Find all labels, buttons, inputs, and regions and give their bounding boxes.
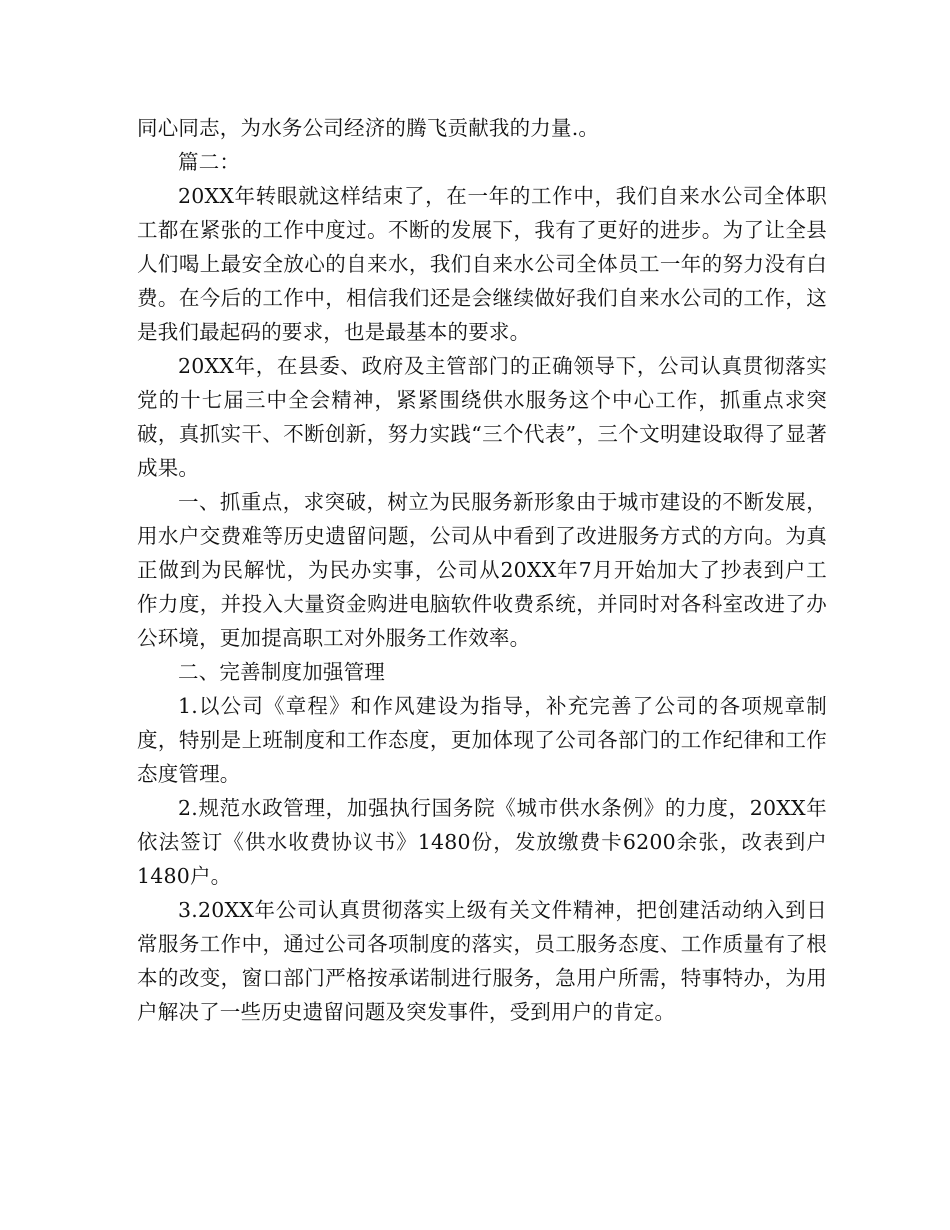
section-heading-two: 二、完善制度加强管理 (178, 660, 385, 684)
paragraph-section-one: 一、抓重点，求突破，树立为民服务新形象由于城市建设的不断发展，用水户交费难等历史遗留问题，公司从中看到了改进服务方式的方向。为真正做到为民解忧，为民办实事，公司从20XX年7月开始加大了抄表到户工作力度，并投入大量资金购进电脑软件收费系统，并同时对各科室改进了办公环境，更加提高职工对外服务工作效率。 (137, 490, 827, 650)
list-item-3: 3.20XX年公司认真贯彻落实上级有关文件精神，把创建活动纳入到日常服务工作中，通过公司各项制度的落实，员工服务态度、工作质量有了根本的改变，窗口部门严格按承诺制进行服务，急用户所需，特事特办，为用户解决了一些历史遗留问题及突发事件，受到用户的肯定。 (137, 898, 827, 1024)
list-item-1: 1.以公司《章程》和作风建设为指导，补充完善了公司的各项规章制度，特别是上班制度和工作态度，更加体现了公司各部门的工作纪律和工作态度管理。 (137, 694, 827, 786)
list-item-2: 2.规范水政管理，加强执行国务院《城市供水条例》的力度，20XX年依法签订《供水收费协议书》1480份，发放缴费卡6200余张，改表到户1480户。 (137, 796, 827, 888)
paragraph-leadership: 20XX年，在县委、政府及主管部门的正确领导下，公司认真贯彻落实党的十七届三中全会精神，紧紧围绕供水服务这个中心工作，抓重点求突破，真抓实干、不断创新，努力实践“三个代表”，三个文明建设取得了显著成果。 (137, 354, 827, 480)
document-body (137, 111, 827, 1029)
paragraph-continuation: 同心同志，为水务公司经济的腾飞贡献我的力量.。 (137, 116, 600, 140)
paragraph-year-summary: 20XX年转眼就这样结束了，在一年的工作中，我们自来水公司全体职工都在紧张的工作中度过。不断的发展下，我有了更好的进步。为了让全县人们喝上最安全放心的自来水，我们自来水公司全体员工一年的努力没有白费。在今后的工作中，相信我们还是会继续做好我们自来水公司的工作，这是我们最起码的要求，也是最基本的要求。 (137, 184, 827, 344)
section-heading-part-two: 篇二： (178, 150, 241, 174)
